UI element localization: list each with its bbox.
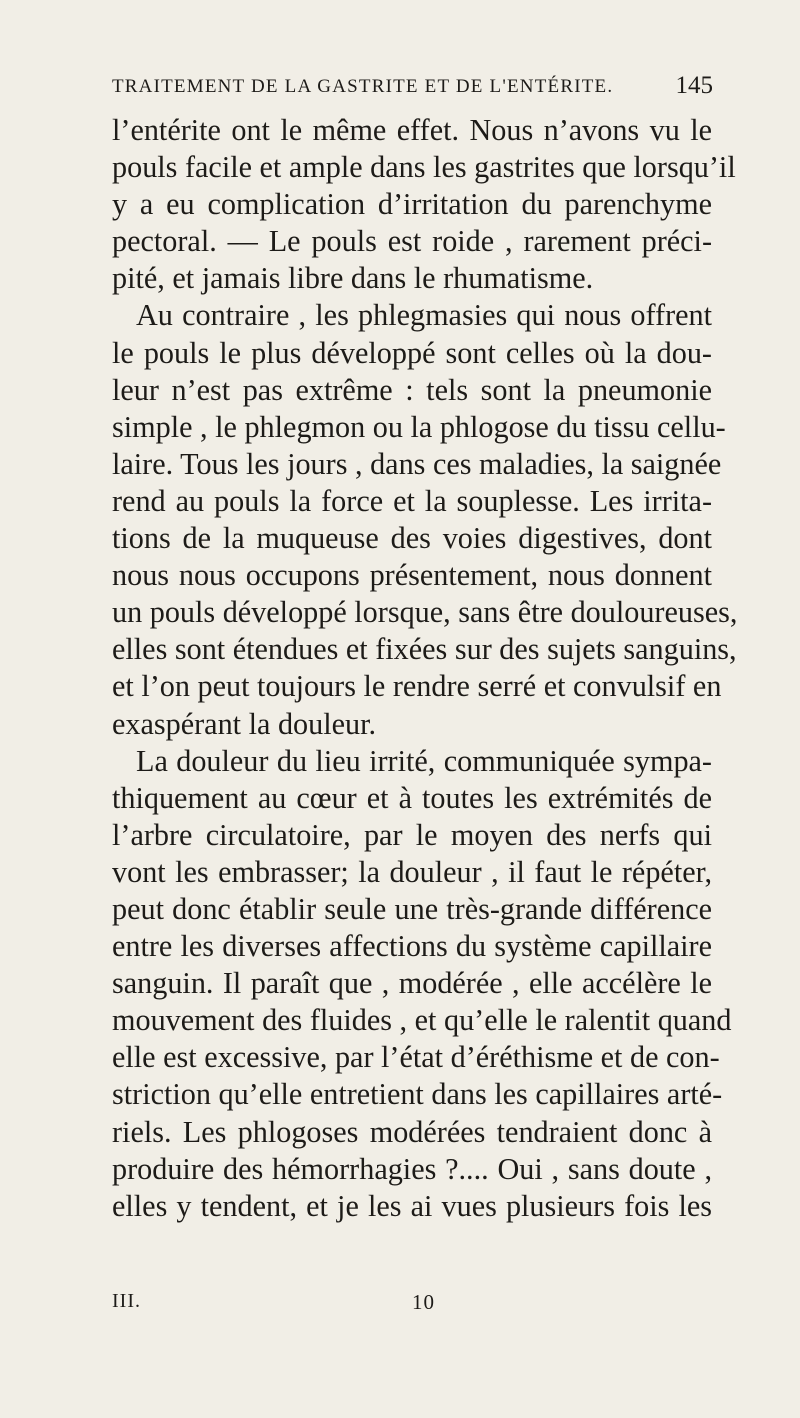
text-line: laire. Tous les jours , dans ces maladies, la saignée bbox=[112, 446, 722, 481]
text-line: mouvement des fluides , et qu’elle le ralentit quand bbox=[112, 1003, 732, 1038]
text-line: y a eu complication d’irritation du parenchyme bbox=[112, 187, 712, 222]
text-line: leur n’est pas extrême : tels sont la pneumonie bbox=[112, 372, 712, 407]
text-line: l’arbre circulatoire, par le moyen des nerfs qui bbox=[112, 817, 712, 852]
paragraph-start-line: La douleur du lieu irrité, communiquée sympa- bbox=[136, 743, 712, 778]
text-line: exaspérant la douleur. bbox=[112, 706, 377, 741]
text-line: produire des hémorrhagies ?.... Oui , sans doute , bbox=[112, 1151, 712, 1186]
text-line: pouls facile et ample dans les gastrites que lorsqu’il bbox=[112, 150, 736, 185]
paragraph-start-line: Au contraire , les phlegmasies qui nous offrent bbox=[136, 298, 712, 333]
text-line: le pouls le plus développé sont celles où la dou- bbox=[112, 335, 712, 370]
text-line: thiquement au cœur et à toutes les extrémités de bbox=[112, 780, 712, 815]
text-line: striction qu’elle entretient dans les capillaires arté- bbox=[112, 1077, 723, 1112]
text-line: un pouls développé lorsque, sans être douloureuses, bbox=[112, 595, 738, 630]
text-line: l’entérite ont le même effet. Nous n’avons vu le bbox=[112, 113, 712, 147]
text-line: elles sont étendues et fixées sur des sujets sanguins, bbox=[112, 632, 737, 667]
text-line: pectoral. — Le pouls est roide , rarement préci- bbox=[112, 224, 712, 259]
text-line: pité, et jamais libre dans le rhumatisme. bbox=[112, 261, 594, 296]
text-line: entre les diverses affections du système capillaire bbox=[112, 929, 712, 964]
text-line: peut donc établir seule une très-grande différence bbox=[112, 891, 712, 926]
text-line: elle est excessive, par l’état d’éréthisme et de con- bbox=[112, 1040, 720, 1075]
signature-mark: III. bbox=[112, 1290, 141, 1312]
text-line: riels. Les phlogoses modérées tendraient donc à bbox=[112, 1114, 712, 1149]
text-line: vont les embrasser; la douleur , il faut le répéter, bbox=[112, 854, 712, 889]
text-line: tions de la muqueuse des voies digestives, dont bbox=[112, 521, 712, 556]
text-line: et l’on peut toujours le rendre serré et convulsif en bbox=[112, 669, 722, 704]
text-line: rend au pouls la force et la souplesse. Les irrita- bbox=[112, 483, 712, 518]
running-header bbox=[112, 72, 713, 106]
body-text bbox=[112, 112, 738, 1225]
page-number: 145 bbox=[675, 72, 713, 99]
sheet-number: 10 bbox=[412, 1290, 435, 1314]
text-line: simple , le phlegmon ou la phlogose du tissu cellu- bbox=[112, 409, 726, 444]
text-line: sanguin. Il paraît que , modérée , elle accélère le bbox=[112, 966, 712, 1001]
text-line: elles y tendent, et je les ai vues plusieurs fois les bbox=[112, 1188, 712, 1223]
text-line: nous nous occupons présentement, nous donnent bbox=[112, 558, 712, 593]
running-title: TRAITEMENT DE LA GASTRITE ET DE L'ENTÉRITE. bbox=[112, 76, 614, 97]
page-footer bbox=[112, 1290, 712, 1320]
